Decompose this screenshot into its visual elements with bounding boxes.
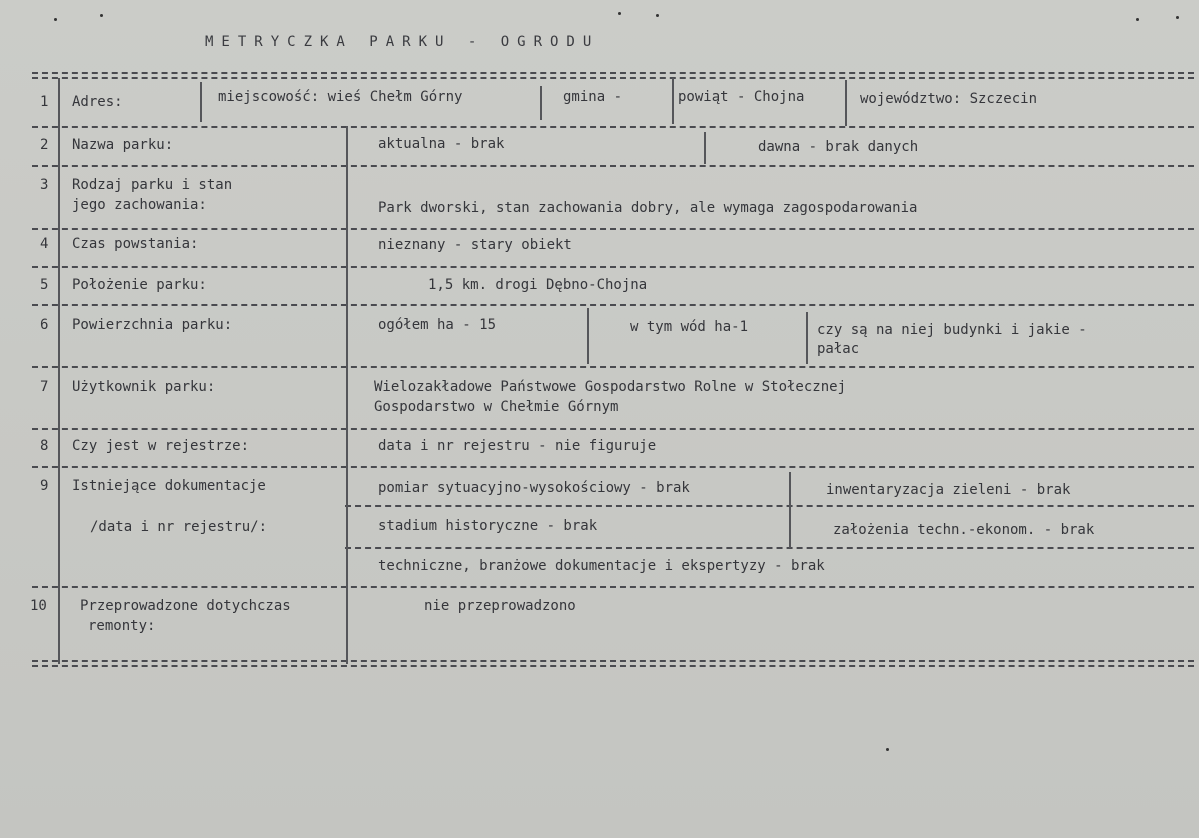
row-divider [32, 228, 1194, 230]
row-number: 9 [40, 478, 49, 494]
cell-divider [200, 82, 202, 122]
park-type-label: Rodzaj parku i stan [72, 177, 233, 193]
number-column-divider [58, 78, 60, 664]
row-number: 5 [40, 277, 49, 293]
cell-divider [704, 132, 706, 164]
row-divider [345, 505, 1194, 507]
row-number: 2 [40, 137, 49, 153]
park-user-value: Gospodarstwo w Chełmie Górnym [374, 399, 619, 415]
documentation-label: Istniejące dokumentacje [72, 478, 266, 494]
park-user-label: Użytkownik parku: [72, 379, 216, 395]
former-name-value: dawna - brak danych [758, 139, 919, 155]
row-divider [32, 165, 1194, 167]
row-number: 7 [40, 379, 49, 395]
row-divider [32, 466, 1194, 468]
row-divider [32, 366, 1194, 368]
register-label: Czy jest w rejestrze: [72, 438, 250, 454]
cell-divider [672, 78, 674, 124]
punch-mark [54, 18, 57, 21]
park-type-value: Park dworski, stan zachowania dobry, ale wymaga zagospodarowania [378, 200, 918, 216]
repairs-label: remonty: [88, 618, 156, 634]
row-number: 6 [40, 317, 49, 333]
row-number: 3 [40, 177, 49, 193]
address-label: Adres: [72, 94, 123, 110]
technical-docs-value: techniczne, branżowe dokumentacje i ekspertyzy - brak [378, 558, 825, 574]
location-value: 1,5 km. drogi Dębno-Chojna [428, 277, 648, 293]
cell-divider [789, 472, 791, 548]
table-bottom-border [32, 660, 1194, 667]
row-divider [32, 266, 1194, 268]
park-name-label: Nazwa parku: [72, 137, 174, 153]
creation-time-value: nieznany - stary obiekt [378, 237, 572, 253]
punch-mark [618, 12, 621, 15]
row-number: 8 [40, 438, 49, 454]
register-value: data i nr rejestru - nie figuruje [378, 438, 657, 454]
punch-mark [656, 14, 659, 17]
survey-value: pomiar sytuacyjno-wysokościowy - brak [378, 480, 690, 496]
water-area-value: w tym wód ha-1 [630, 319, 749, 335]
document-title: METRYCZKA PARKU - OGRODU [205, 34, 600, 50]
repairs-label: Przeprowadzone dotychczas [80, 598, 291, 614]
total-area-value: ogółem ha - 15 [378, 317, 497, 333]
cell-divider [845, 80, 847, 126]
row-number: 1 [40, 94, 49, 110]
row-divider [32, 428, 1194, 430]
row-divider [32, 126, 1194, 128]
area-label: Powierzchnia parku: [72, 317, 233, 333]
punch-mark [1136, 18, 1139, 21]
current-name-value: aktualna - brak [378, 136, 505, 152]
park-user-value: Wielozakładowe Państwowe Gospodarstwo Rolne w Stołecznej [374, 379, 847, 395]
tech-econ-assumptions-value: założenia techn.-ekonom. - brak [833, 522, 1095, 538]
greenery-inventory-value: inwentaryzacja zieleni - brak [826, 482, 1071, 498]
cell-divider [540, 86, 542, 120]
row-number: 4 [40, 236, 49, 252]
district-value: powiąt - Chojna [678, 89, 805, 105]
row-divider [32, 304, 1194, 306]
commune-value: gmina - [563, 89, 623, 105]
location-label: Położenie parku: [72, 277, 207, 293]
cell-divider [587, 308, 589, 364]
table-top-border [32, 72, 1194, 79]
creation-time-label: Czas powstania: [72, 236, 199, 252]
locality-value: miejscowość: wieś Chełm Górny [218, 89, 463, 105]
buildings-question: czy są na niej budynki i jakie - [817, 322, 1087, 338]
speck-mark [886, 748, 889, 751]
row-divider [345, 547, 1194, 549]
punch-mark [1176, 16, 1179, 19]
park-type-label: jego zachowania: [72, 197, 207, 213]
cell-divider [806, 312, 808, 364]
buildings-value: pałac [817, 341, 860, 357]
documentation-label: /data i nr rejestru/: [90, 519, 268, 535]
row-number: 10 [30, 598, 47, 614]
repairs-value: nie przeprowadzono [424, 598, 576, 614]
label-column-divider [346, 126, 348, 664]
historical-study-value: stadium historyczne - brak [378, 518, 598, 534]
row-divider [32, 586, 1194, 588]
voivodeship-value: województwo: Szczecin [860, 91, 1038, 107]
punch-mark [100, 14, 103, 17]
